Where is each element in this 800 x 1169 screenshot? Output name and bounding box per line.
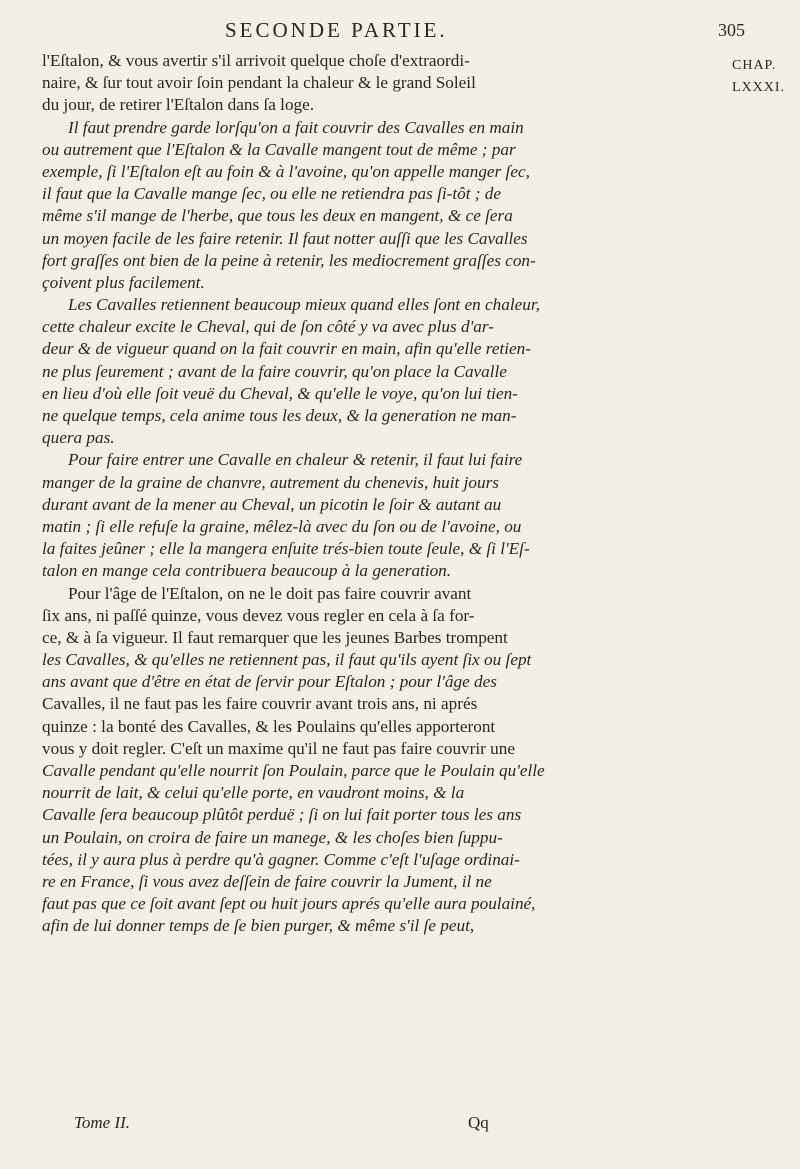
text-line: faut pas que ce ſoit avant ſept ou huit jours aprés qu'elle aura poulainé,: [42, 894, 536, 914]
text-line: quinze : la bonté des Cavalles, & les Poulains qu'elles apporteront: [42, 716, 496, 736]
text-line: ou autrement que l'Eſtalon & la Cavalle mangent tout de même ; par: [42, 139, 516, 159]
text-line: manger de la graine de chanvre, autrement du chenevis, huit jours: [42, 472, 499, 492]
text-line: les Cavalles, & qu'elles ne retiennent pas, il faut qu'ils ayent ſix ou ſept: [42, 650, 532, 670]
text-line: Cavalles, il ne faut pas les faire couvrir avant trois ans, ni aprés: [42, 694, 478, 714]
text-line: deur & de vigueur quand on la fait couvrir en main, afin qu'elle retien-: [42, 339, 531, 359]
text-line: çoivent plus facilement.: [42, 272, 205, 292]
text-line: ans avant que d'être en état de ſervir pour Eſtalon ; pour l'âge des: [42, 672, 497, 692]
margin-note-line: CHAP.: [732, 58, 777, 73]
text-line: fort graſſes ont bien de la peine à retenir, les mediocrement graſſes con-: [42, 250, 536, 270]
page-footer: [42, 1113, 732, 1135]
text-line: Cavalle pendant qu'elle nourrit ſon Poulain, parce que le Poulain qu'elle: [42, 761, 545, 780]
text-line: Pour l'âge de l'Eſtalon, on ne le doit pas faire couvrir avant: [68, 583, 472, 603]
text-line: ne plus ſeurement ; avant de la faire couvrir, qu'on place la Cavalle: [42, 361, 507, 381]
margin-note-line: LXXXI.: [732, 80, 786, 95]
text-line: ſix ans, ni paſſé quinze, vous devez vous regler en cela à ſa for-: [42, 605, 475, 625]
text-line: talon en mange cela contribuera beaucoup à la generation.: [42, 561, 452, 581]
body-text: [42, 50, 732, 938]
text-line: quera pas.: [42, 428, 115, 448]
text-line: afin de lui donner temps de ſe bien purger, & même s'il ſe peut,: [42, 916, 475, 936]
page-header: [225, 18, 745, 48]
signature-mark: Qq: [468, 1113, 489, 1132]
text-line: l'Eſtalon, & vous avertir s'il arrivoit quelque choſe d'extraordi-: [42, 51, 470, 70]
text-line: Pour faire entrer une Cavalle en chaleur & retenir, il faut lui faire: [68, 450, 523, 470]
text-line: Cavalle ſera beaucoup plûtôt perduë ; ſi on lui fait porter tous les ans: [42, 805, 522, 825]
text-line: la faites jeûner ; elle la mangera enſuite trés-bien toute ſeule, & ſi l'Eſ-: [42, 539, 530, 559]
text-line: matin ; ſi elle refuſe la graine, mêlez-là avec du ſon ou de l'avoine, ou: [42, 516, 522, 536]
text-line: cette chaleur excite le Cheval, qui de ſon côté y va avec plus d'ar-: [42, 317, 494, 337]
margin-chapter-note: [732, 55, 800, 99]
text-line: un moyen facile de les faire retenir. Il faut notter auſſi que les Cavalles: [42, 228, 528, 248]
text-line: exemple, ſi l'Eſtalon eſt au foin & à l'avoine, qu'on appelle manger ſec,: [42, 161, 530, 181]
text-line: Les Cavalles retiennent beaucoup mieux quand elles ſont en chaleur,: [68, 295, 540, 315]
text-line: il faut que la Cavalle mange ſec, ou elle ne retiendra pas ſi-tôt ; de: [42, 184, 502, 204]
text-line: vous y doit regler. C'eſt un maxime qu'il ne faut pas faire couvrir une: [42, 738, 515, 758]
running-head: SECONDE PARTIE.: [225, 18, 448, 42]
text-line: Il faut prendre garde lorſqu'on a fait couvrir des Cavalles en main: [68, 117, 524, 137]
text-line: naire, & ſur tout avoir ſoin pendant la chaleur & le grand Soleil: [42, 73, 476, 93]
text-line: en lieu d'où elle ſoit veuë du Cheval, & qu'elle le voye, qu'on lui tien-: [42, 383, 518, 403]
text-line: ce, & à ſa vigueur. Il faut remarquer que les jeunes Barbes trompent: [42, 627, 508, 647]
text-line: re en France, ſi vous avez deſſein de faire couvrir la Jument, il ne: [42, 871, 492, 891]
text-line: du jour, de retirer l'Eſtalon dans ſa loge.: [42, 95, 315, 115]
text-line: tées, il y aura plus à perdre qu'à gagner. Comme c'eſt l'uſage ordinai-: [42, 849, 520, 869]
tome-label: Tome II.: [74, 1113, 131, 1132]
page-number: 305: [718, 20, 745, 40]
text-line: nourrit de lait, & celui qu'elle porte, en vaudront moins, & la: [42, 783, 465, 803]
text-line: un Poulain, on croira de faire un manege, & les choſes bien ſuppu-: [42, 827, 503, 847]
text-line: même s'il mange de l'herbe, que tous les deux en mangent, & ce ſera: [42, 206, 513, 226]
text-line: durant avant de la mener au Cheval, un picotin le ſoir & autant au: [42, 494, 502, 514]
text-line: ne quelque temps, cela anime tous les deux, & la generation ne man-: [42, 406, 517, 425]
